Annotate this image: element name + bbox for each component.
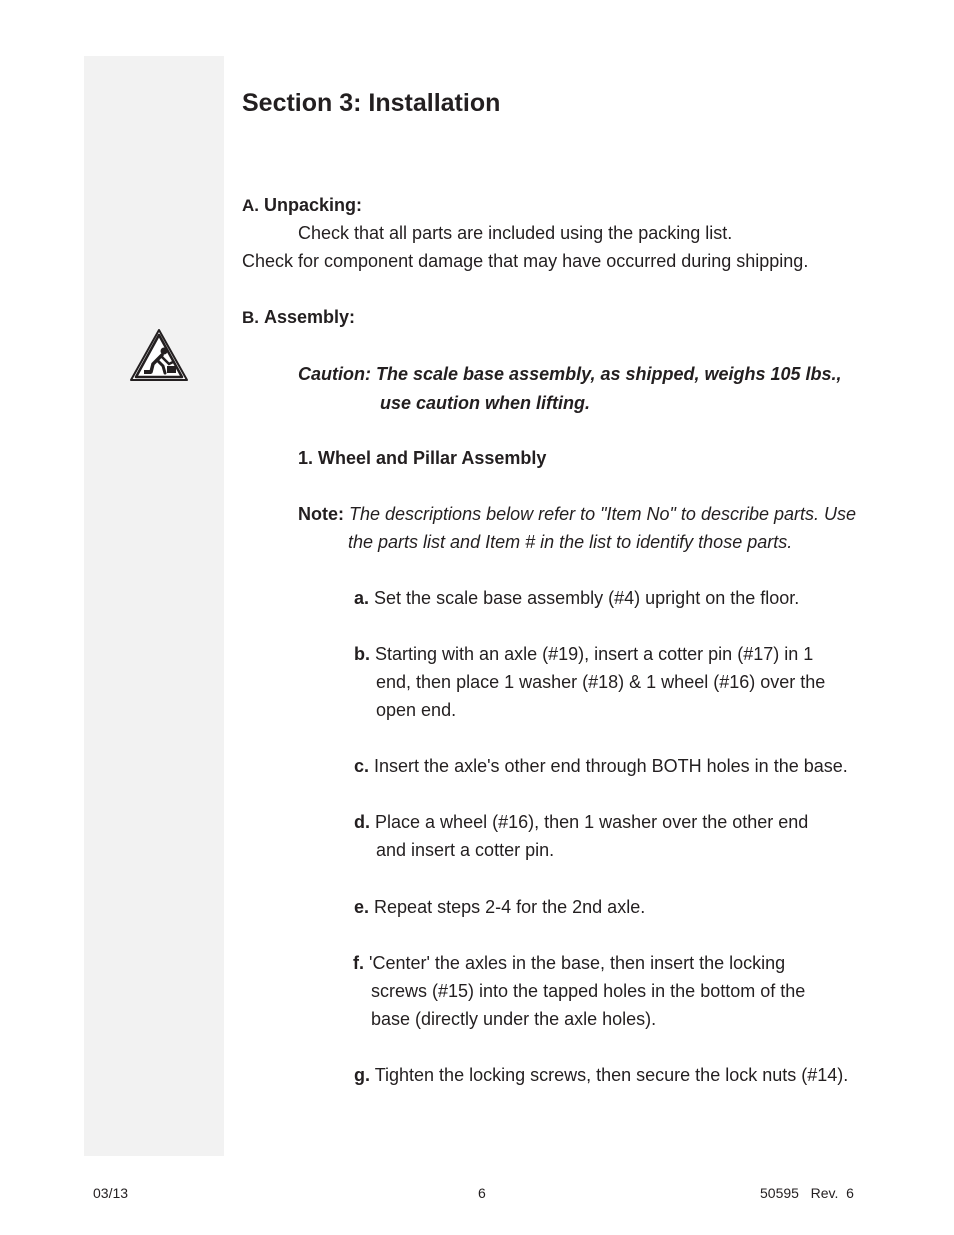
- step-b-label: b.: [354, 644, 370, 664]
- step-g: [354, 1061, 848, 1089]
- note-line-1: [298, 500, 856, 528]
- section-a-line-2: Check for component damage that may have occurred during shipping.: [242, 251, 809, 271]
- section-b-heading: [242, 303, 355, 332]
- heavy-lifting-warning-icon: [129, 328, 189, 382]
- step-f-label: f.: [353, 953, 364, 973]
- page-title: Section 3: Installation: [242, 89, 501, 117]
- step-e-label: e.: [354, 897, 370, 917]
- footer-date: 03/13: [93, 1185, 129, 1201]
- step-b-text-1: Starting with an axle (#19), insert a cotter pin (#17) in 1: [375, 644, 814, 664]
- step-f-text-2: screws (#15) into the tapped holes in the bottom of the: [371, 981, 806, 1001]
- step-c: [354, 752, 848, 780]
- step-d-text-1: Place a wheel (#16), then 1 washer over the other end: [375, 812, 809, 832]
- step-a: [354, 584, 799, 612]
- section-a-letter: A.: [242, 196, 259, 215]
- section-b-title: Assembly:: [264, 307, 356, 327]
- step-d: [354, 808, 808, 836]
- step-f: [353, 949, 785, 977]
- step-a-label: a.: [354, 588, 370, 608]
- step-c-text: Insert the axle's other end through BOTH holes in the base.: [374, 756, 848, 776]
- step-d-text-2: and insert a cotter pin.: [376, 840, 555, 860]
- step-f-text-3: base (directly under the axle holes).: [371, 1009, 657, 1029]
- step-c-label: c.: [354, 756, 370, 776]
- note-line-2: the parts list and Item # in the list to identify those parts.: [348, 532, 793, 552]
- caution-line-1: Caution: The scale base assembly, as shipped, weighs 105 lbs.,: [298, 364, 842, 384]
- section-a-line-1: Check that all parts are included using the packing list.: [298, 223, 733, 243]
- step-a-text: Set the scale base assembly (#4) upright on the floor.: [374, 588, 800, 608]
- subsection-heading: 1. Wheel and Pillar Assembly: [298, 448, 547, 468]
- step-g-label: g.: [354, 1065, 370, 1085]
- note-text-1: The descriptions below refer to "Item No" to describe parts. Use: [349, 504, 857, 524]
- step-g-text: Tighten the locking screws, then secure the lock nuts (#14).: [374, 1065, 849, 1085]
- footer-doc-revision: 50595 Rev. 6: [760, 1185, 854, 1201]
- step-d-label: d.: [354, 812, 370, 832]
- step-b-text-2: end, then place 1 washer (#18) & 1 wheel (#16) over the: [376, 672, 826, 692]
- step-e-text: Repeat steps 2-4 for the 2nd axle.: [374, 897, 646, 917]
- page-sidebar-band: [84, 56, 224, 1156]
- caution-line-2: use caution when lifting.: [380, 393, 591, 413]
- step-f-text-1: 'Center' the axles in the base, then insert the locking: [369, 953, 786, 973]
- step-b: [354, 640, 813, 668]
- section-a-title: Unpacking:: [264, 195, 363, 215]
- footer-page-number: 6: [478, 1185, 486, 1201]
- section-b-letter: B.: [242, 308, 259, 327]
- note-label: Note:: [298, 504, 344, 524]
- step-b-text-3: open end.: [376, 700, 457, 720]
- section-a-heading: [242, 191, 362, 220]
- step-e: [354, 893, 645, 921]
